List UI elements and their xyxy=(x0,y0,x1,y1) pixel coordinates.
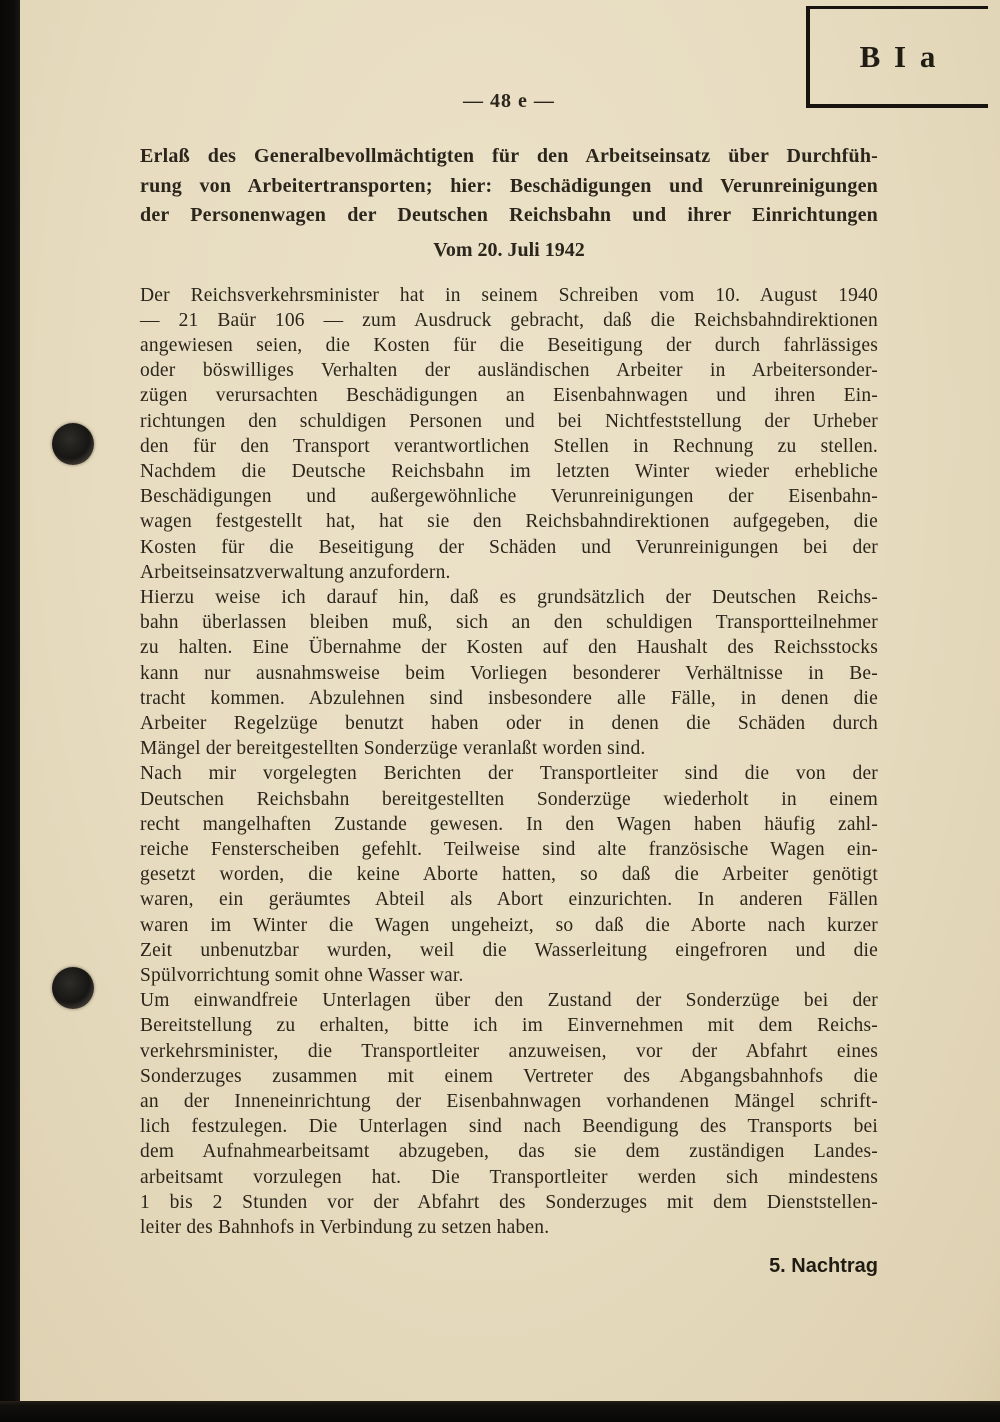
body-line: lich festzulegen. Die Unterlagen sind nach Beendigung des Transports bei xyxy=(140,1116,878,1138)
body-line: Zeit unbenutzbar wurden, weil die Wasserleitung eingefroren und die xyxy=(140,939,878,961)
body-line: Arbeitseinsatzverwaltung anzufordern. xyxy=(140,561,451,583)
punch-hole-top xyxy=(52,423,94,465)
body-line: Sonderzuges zusammen mit einem Vertreter des Abgangsbahnhofs die xyxy=(140,1065,878,1087)
body-line: Kosten für die Beseitigung der Schäden und Verunreinigungen bei der xyxy=(140,536,878,558)
body-line: dem Aufnahmearbeitsamt abzugeben, das sie dem zuständigen Landes- xyxy=(140,1141,878,1163)
document-content xyxy=(140,142,878,1278)
body-line: Der Reichsverkehrsminister hat in seinem Schreiben vom 10. August 1940 xyxy=(140,284,878,306)
body-line: Deutschen Reichsbahn bereitgestellten Sonderzüge wiederholt in einem xyxy=(140,788,878,810)
body-line: kann nur ausnahmsweise beim Vorliegen besonderer Verhältnisse in Be- xyxy=(140,662,878,684)
body-line: bahn überlassen bleiben muß, sich an den schuldigen Transportteilnehmer xyxy=(140,612,878,634)
paragraph-2 xyxy=(140,585,878,761)
body-line: recht mangelhaften Zustande gewesen. In den Wagen haben häufig zahl- xyxy=(140,813,878,835)
title-line: der Personenwagen der Deutschen Reichsbahn und ihrer Einrichtungen xyxy=(140,204,878,226)
document-body xyxy=(140,283,878,1241)
scan-edge-left xyxy=(0,0,20,1422)
body-line: waren im Winter die Wagen ungeheizt, so daß die Aborte nach kurzer xyxy=(140,914,878,936)
body-line: zu halten. Eine Übernahme der Kosten auf den Haushalt des Reichsstocks xyxy=(140,637,878,659)
body-line: verkehrsminister, die Transportleiter anzuweisen, vor der Abfahrt eines xyxy=(140,1040,878,1062)
body-line: Nach mir vorgelegten Berichten der Transportleiter sind die von der xyxy=(140,763,878,785)
scan-edge-bottom xyxy=(0,1401,1000,1422)
classification-label: B I a xyxy=(859,38,939,74)
punch-hole-bottom xyxy=(52,967,94,1009)
body-line: Arbeiter Regelzüge benutzt haben oder in denen die Schäden durch xyxy=(140,712,878,734)
body-line: reiche Fensterscheiben gefehlt. Teilweise sind alte französische Wagen ein- xyxy=(140,838,878,860)
body-line: oder böswilliges Verhalten der ausländischen Arbeiter in Arbeitersonder- xyxy=(140,360,878,382)
body-line: Mängel der bereitgestellten Sonderzüge veranlaßt worden sind. xyxy=(140,738,646,760)
body-line: richtungen den schuldigen Personen und bei Nichtfeststellung der Urheber xyxy=(140,410,878,432)
body-line: zügen verursachten Beschädigungen an Eisenbahnwagen und ihren Ein- xyxy=(140,385,878,407)
body-line: Beschädigungen und außergewöhnliche Verunreinigungen der Eisenbahn- xyxy=(140,486,878,508)
page-number: — 48 e — xyxy=(463,90,555,112)
paragraph-1 xyxy=(140,283,878,585)
body-line: angewiesen seien, die Kosten für die Beseitigung der durch fahrlässiges xyxy=(140,334,878,356)
title-line: Erlaß des Generalbevollmächtigten für den Arbeitseinsatz über Durchfüh- xyxy=(140,145,878,167)
footer-note: 5. Nachtrag xyxy=(769,1255,878,1278)
body-line: Um einwandfreie Unterlagen über den Zustand der Sonderzüge bei der xyxy=(140,990,878,1012)
body-line: den für den Transport verantwortlichen Stellen in Rechnung zu stellen. xyxy=(140,435,878,457)
body-line: an der Inneneinrichtung der Eisenbahnwagen vorhandenen Mängel schrift- xyxy=(140,1091,878,1112)
body-line: Hierzu weise ich darauf hin, daß es grundsätzlich der Deutschen Reichs- xyxy=(140,586,878,608)
body-line: 1 bis 2 Stunden vor der Abfahrt des Sonderzuges mit dem Dienststellen- xyxy=(140,1191,878,1213)
body-line: gesetzt worden, die keine Aborte hatten, so daß die Arbeiter genötigt xyxy=(140,864,878,886)
document-title xyxy=(140,142,878,231)
body-line: leiter des Bahnhofs in Verbindung zu setzen haben. xyxy=(140,1217,550,1239)
paragraph-4 xyxy=(140,988,878,1240)
date-line: Vom 20. Juli 1942 xyxy=(433,238,585,261)
title-line: rung von Arbeitertransporten; hier: Beschädigungen und Verunreinigungen xyxy=(140,174,878,197)
body-line: — 21 Baür 106 — zum Ausdruck gebracht, daß die Reichsbahndirektionen xyxy=(140,309,878,331)
body-line: wagen festgestellt hat, hat sie den Reichsbahndirektionen aufgegeben, die xyxy=(140,511,878,533)
body-line: Spülvorrichtung somit ohne Wasser war. xyxy=(140,964,464,986)
body-line: Nachdem die Deutsche Reichsbahn im letzten Winter wieder erhebliche xyxy=(140,460,878,482)
body-line: waren, ein geräumtes Abteil als Abort einzurichten. In anderen Fällen xyxy=(140,889,878,911)
body-line: Bereitstellung zu erhalten, bitte ich im Einvernehmen mit dem Reichs- xyxy=(140,1015,878,1037)
body-line: tracht kommen. Abzulehnen sind insbesondere alle Fälle, in denen die xyxy=(140,687,878,709)
body-line: arbeitsamt vorzulegen hat. Die Transportleiter werden sich mindestens xyxy=(140,1166,878,1188)
paragraph-3 xyxy=(140,761,878,988)
